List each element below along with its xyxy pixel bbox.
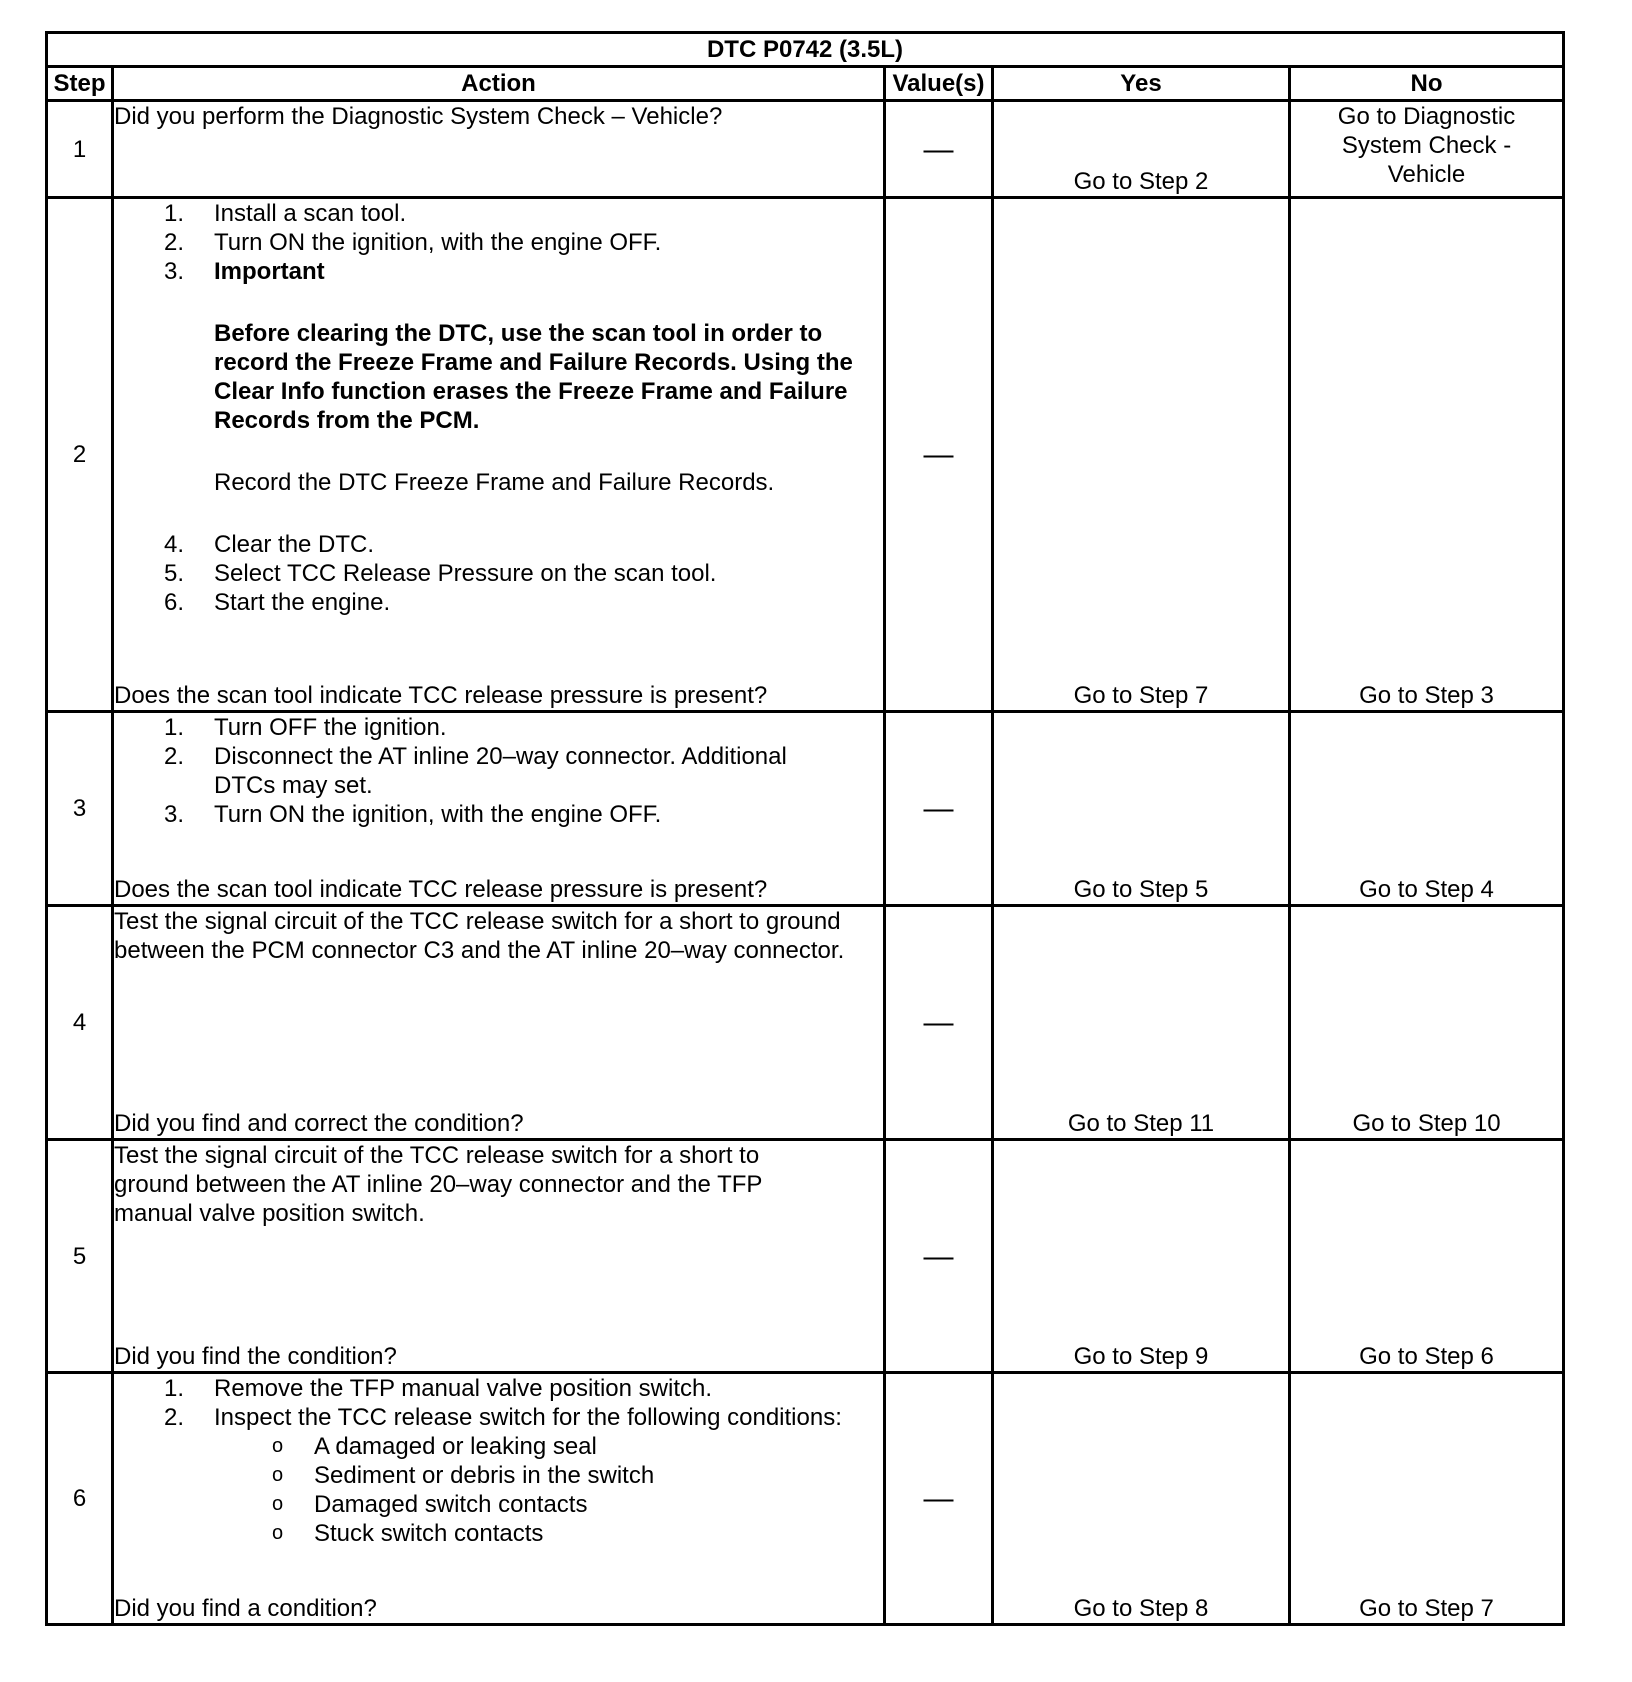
yes-link[interactable]: Go to Step 9 xyxy=(993,1140,1290,1373)
list-item: 2. Turn ON the ignition, with the engine OFF. xyxy=(164,229,662,256)
value-cell: — xyxy=(885,712,993,906)
important-label: Important xyxy=(214,258,325,285)
header-no: No xyxy=(1290,67,1564,101)
step-number: 4 xyxy=(47,906,113,1140)
list-item: 1. Remove the TFP manual valve position switch. xyxy=(164,1375,713,1402)
list-item: 5. Select TCC Release Pressure on the scan tool. xyxy=(164,560,717,587)
yes-link[interactable]: Go to Step 5 xyxy=(993,712,1290,906)
value-cell: — xyxy=(885,906,993,1140)
action-question: Did you find the condition? xyxy=(114,1343,397,1370)
step-number: 3 xyxy=(47,712,113,906)
list-item: 4. Clear the DTC. xyxy=(164,531,375,558)
header-action: Action xyxy=(113,67,885,101)
list-item: 6. Start the engine. xyxy=(164,589,391,616)
step-number: 2 xyxy=(47,198,113,712)
action-cell xyxy=(113,1373,885,1625)
action-question: Does the scan tool indicate TCC release pressure is present? xyxy=(114,876,768,903)
list-item: 1. Install a scan tool. xyxy=(164,200,407,227)
condition-list xyxy=(114,1432,883,1548)
table-row xyxy=(47,906,1564,1140)
condition-item: o Sediment or debris in the switch xyxy=(272,1462,655,1489)
header-step: Step xyxy=(47,67,113,101)
no-link[interactable]: Go to Step 6 xyxy=(1290,1140,1564,1373)
table-row xyxy=(47,1140,1564,1373)
step-number: 1 xyxy=(47,101,113,198)
no-link[interactable]: Go to Step 10 xyxy=(1290,906,1564,1140)
action-question: Does the scan tool indicate TCC release pressure is present? xyxy=(114,682,768,709)
bullet-icon: o xyxy=(272,1493,284,1515)
bullet-icon: o xyxy=(272,1435,284,1457)
action-cell xyxy=(113,712,885,906)
condition-item: o Damaged switch contacts xyxy=(272,1491,588,1518)
table-title: DTC P0742 (3.5L) xyxy=(47,33,1564,67)
no-link[interactable]: Go to Step 3 xyxy=(1290,198,1564,712)
dtc-table xyxy=(45,31,1565,1626)
step-number: 6 xyxy=(47,1373,113,1625)
bullet-icon: o xyxy=(272,1522,284,1544)
table-row xyxy=(47,712,1564,906)
table-row xyxy=(47,101,1564,198)
no-link[interactable] xyxy=(1290,101,1564,198)
value-cell: — xyxy=(885,198,993,712)
action-question: Did you find and correct the condition? xyxy=(114,1110,524,1137)
no-link[interactable]: Go to Step 7 xyxy=(1290,1373,1564,1625)
important-note: Before clearing the DTC, use the scan tool in order to record the Freeze Frame and Failure Records. Using the Clear Info function erases the Freeze Frame and Failure Records from the PCM. xyxy=(214,320,853,434)
action-cell xyxy=(113,906,885,1140)
action-text: Test the signal circuit of the TCC release switch for a short to ground between the AT inline 20–way connector and the TFP manual valve position switch. xyxy=(114,1142,762,1227)
record-note: Record the DTC Freeze Frame and Failure Records. xyxy=(214,469,775,496)
no-link-text: Go to Diagnostic System Check - Vehicle xyxy=(1337,103,1516,188)
yes-link[interactable]: Go to Step 8 xyxy=(993,1373,1290,1625)
header-values: Value(s) xyxy=(885,67,993,101)
action-text: Test the signal circuit of the TCC release switch for a short to ground between the PCM connector C3 and the AT inline 20–way connector. xyxy=(114,908,845,964)
table-row xyxy=(47,198,1564,712)
list-item: 2. Disconnect the AT inline 20–way connector. Additional DTCs may set. xyxy=(164,743,787,799)
value-cell: — xyxy=(885,101,993,198)
condition-item: o Stuck switch contacts xyxy=(272,1520,544,1547)
step-list xyxy=(114,1374,883,1432)
action-cell xyxy=(113,198,885,712)
action-question: Did you perform the Diagnostic System Check – Vehicle? xyxy=(114,103,723,130)
step-list xyxy=(114,199,883,617)
step-number: 5 xyxy=(47,1140,113,1373)
action-cell xyxy=(113,1140,885,1373)
no-link[interactable]: Go to Step 4 xyxy=(1290,712,1564,906)
step-list xyxy=(114,713,883,829)
yes-link[interactable]: Go to Step 11 xyxy=(993,906,1290,1140)
yes-link[interactable]: Go to Step 2 xyxy=(993,101,1290,198)
header-row xyxy=(47,67,1564,101)
list-item: 1. Turn OFF the ignition. xyxy=(164,714,447,741)
bullet-icon: o xyxy=(272,1464,284,1486)
list-item: 3. Turn ON the ignition, with the engine OFF. xyxy=(164,801,662,828)
action-cell xyxy=(113,101,885,198)
header-yes: Yes xyxy=(993,67,1290,101)
list-item: 2. Inspect the TCC release switch for the following conditions: xyxy=(164,1404,842,1431)
list-item: 3. Important Before clearing the DTC, use the scan tool in order to record the Freeze Frame and Failure Records. Using the Clear Info function erases the Freeze Frame and Failure Records from the PCM. Record the DTC Freeze Frame and Failure Records. xyxy=(114,257,883,530)
condition-item: o A damaged or leaking seal xyxy=(272,1433,597,1460)
value-cell: — xyxy=(885,1373,993,1625)
yes-link[interactable]: Go to Step 7 xyxy=(993,198,1290,712)
value-cell: — xyxy=(885,1140,993,1373)
action-question: Did you find a condition? xyxy=(114,1595,377,1622)
table-row xyxy=(47,1373,1564,1625)
